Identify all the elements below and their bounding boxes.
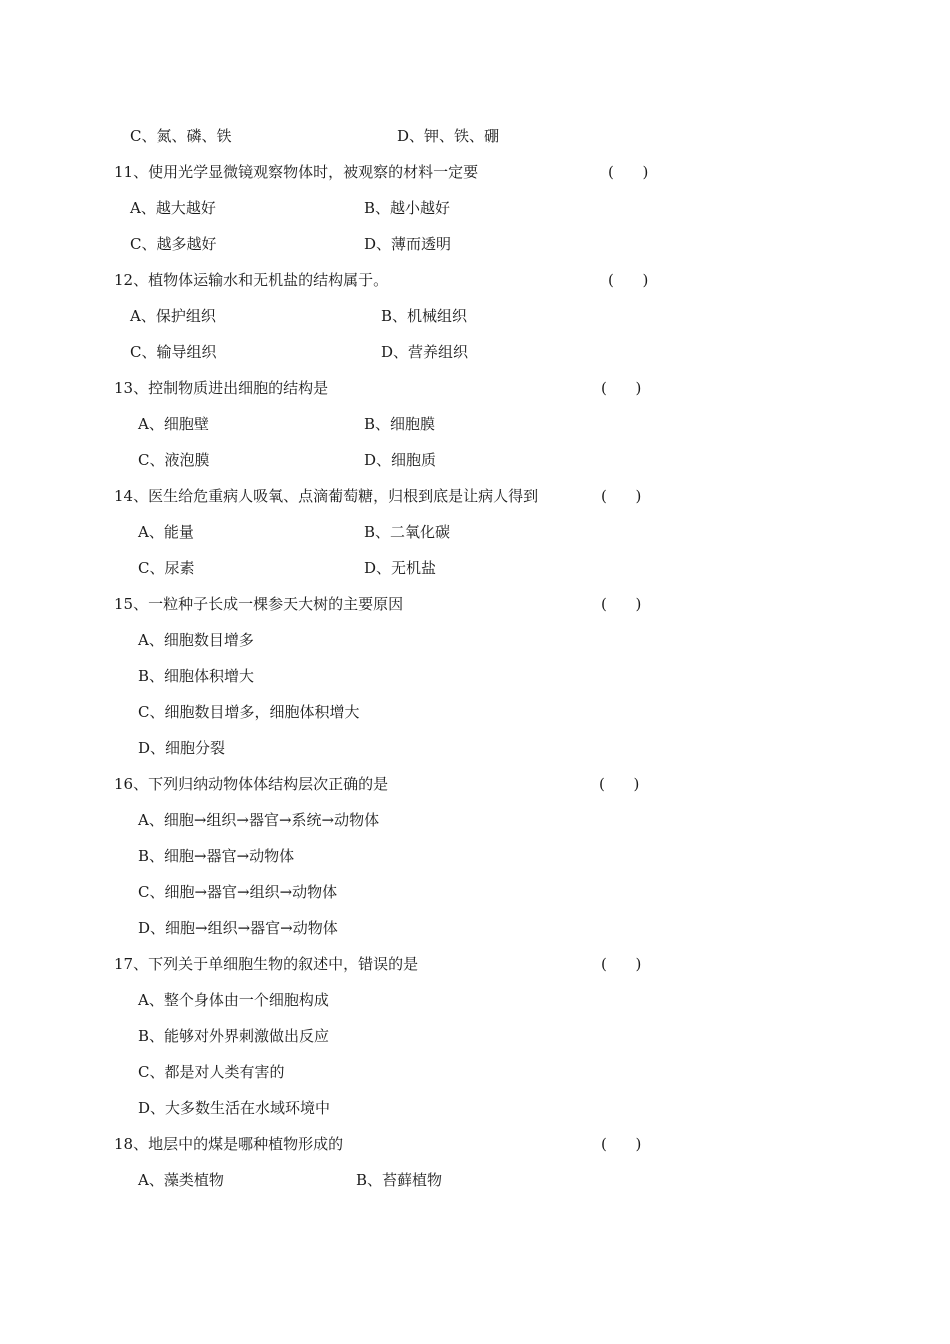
q13-answer-blank: ( ) (601, 379, 642, 397)
q15-option-a: A、细胞数目增多 (138, 631, 254, 649)
q11-option-b: B、越小越好 (364, 199, 451, 217)
q16-stem: 16、下列归纳动物体体结构层次正确的是 (114, 775, 389, 793)
q13-option-c: C、液泡膜 (138, 451, 210, 469)
q14-option-b: B、二氧化碳 (364, 523, 451, 541)
q17-option-b: B、能够对外界刺激做出反应 (138, 1027, 330, 1045)
q16-option-c: C、细胞→器官→组织→动物体 (138, 883, 338, 901)
q14-option-a: A、能量 (138, 523, 194, 541)
q17-option-a: A、整个身体由一个细胞构成 (138, 991, 329, 1009)
q12-option-d: D、营养组织 (381, 343, 469, 361)
q15-answer-blank: ( ) (601, 595, 642, 613)
q15-option-b: B、细胞体积增大 (138, 667, 255, 685)
q17-stem: 17、下列关于单细胞生物的叙述中，错误的是 (114, 955, 419, 973)
q16-option-d: D、细胞→组织→器官→动物体 (138, 919, 338, 937)
q17-option-d: D、大多数生活在水域环境中 (138, 1099, 331, 1117)
q16-answer-blank: ( ) (599, 775, 640, 793)
q17-option-c: C、都是对人类有害的 (138, 1063, 285, 1081)
q12-option-c: C、输导组织 (130, 343, 217, 361)
q13-stem: 13、控制物质进出细胞的结构是 (114, 379, 329, 397)
q18-stem: 18、地层中的煤是哪种植物形成的 (114, 1135, 344, 1153)
q13-option-d: D、细胞质 (364, 451, 437, 469)
q11-option-c: C、越多越好 (130, 235, 217, 253)
q16-option-a: A、细胞→组织→器官→系统→动物体 (138, 811, 380, 829)
q14-stem: 14、医生给危重病人吸氧、点滴葡萄糖，归根到底是让病人得到 (114, 487, 539, 505)
q15-stem: 15、一粒种子长成一棵参天大树的主要原因 (114, 595, 404, 613)
q18-answer-blank: ( ) (601, 1135, 642, 1153)
q13-option-a: A、细胞壁 (138, 415, 209, 433)
q14-option-c: C、尿素 (138, 559, 195, 577)
q17-answer-blank: ( ) (601, 955, 642, 973)
q11-stem: 11、使用光学显微镜观察物体时，被观察的材料一定要 (114, 163, 479, 181)
q11-option-d: D、薄而透明 (364, 235, 452, 253)
q12-option-b: B、机械组织 (381, 307, 468, 325)
q12-option-a: A、保护组织 (130, 307, 216, 325)
q18-option-a: A、藻类植物 (138, 1171, 224, 1189)
q14-answer-blank: ( ) (601, 487, 642, 505)
q16-option-b: B、细胞→器官→动物体 (138, 847, 295, 865)
q12-stem: 12、植物体运输水和无机盐的结构属于。 (114, 271, 389, 289)
q11-option-a: A、越大越好 (130, 199, 216, 217)
q15-option-c: C、细胞数目增多，细胞体积增大 (138, 703, 360, 721)
q11-answer-blank: ( ) (608, 163, 649, 181)
q10-option-c: C、氮、磷、铁 (130, 127, 232, 145)
q13-option-b: B、细胞膜 (364, 415, 436, 433)
q12-answer-blank: ( ) (608, 271, 649, 289)
q18-option-b: B、苔藓植物 (356, 1171, 443, 1189)
q10-option-d: D、钾、铁、硼 (397, 127, 500, 145)
q15-option-d: D、细胞分裂 (138, 739, 226, 757)
q14-option-d: D、无机盐 (364, 559, 437, 577)
